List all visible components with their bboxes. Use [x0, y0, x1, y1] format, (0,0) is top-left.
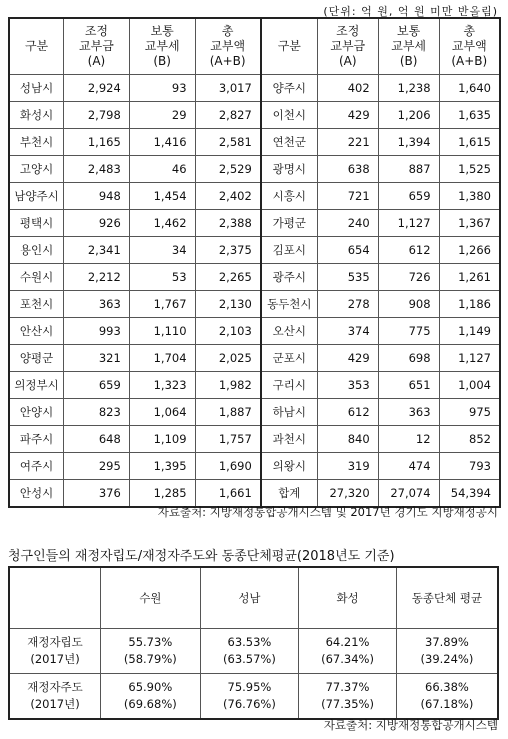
value-cell: 823: [64, 399, 130, 426]
region-name-cell: 파주시: [9, 426, 64, 453]
table-row: [9, 480, 500, 508]
table-row: [9, 345, 500, 372]
value-cell: 1,380: [439, 183, 500, 210]
value-cell: 321: [64, 345, 130, 372]
ratio-cell: 75.95% (76.76%): [200, 674, 299, 720]
value-cell: 429: [317, 345, 378, 372]
region-name-cell: 포천시: [9, 291, 64, 318]
value-cell: 775: [378, 318, 439, 345]
value-cell: 2,130: [195, 291, 261, 318]
value-cell: 1,109: [129, 426, 195, 453]
value-cell: 363: [378, 399, 439, 426]
value-cell: 1,635: [439, 102, 500, 129]
value-cell: 1,367: [439, 210, 500, 237]
region-name-cell: 의왕시: [261, 453, 318, 480]
col-header-seongnam: 성남: [200, 567, 299, 629]
value-cell: 793: [439, 453, 500, 480]
unit-note: (단위: 억 원, 억 원 미만 반올림): [323, 5, 498, 18]
value-cell: 2,025: [195, 345, 261, 372]
value-cell: 926: [64, 210, 130, 237]
value-cell: 2,402: [195, 183, 261, 210]
value-cell: 2,375: [195, 237, 261, 264]
region-name-cell: 여주시: [9, 453, 64, 480]
value-cell: 54,394: [439, 480, 500, 508]
value-cell: 1,395: [129, 453, 195, 480]
header-row: [9, 18, 500, 75]
value-cell: 1,127: [378, 210, 439, 237]
region-name-cell: 성남시: [9, 75, 64, 102]
value-cell: 353: [317, 372, 378, 399]
value-cell: 1,462: [129, 210, 195, 237]
region-name-cell: 동두천시: [261, 291, 318, 318]
col-header-total: 총 교부액 (A+B): [195, 18, 261, 75]
row-label: 재정자립도 (2017년): [9, 629, 101, 674]
value-cell: 295: [64, 453, 130, 480]
value-cell: 993: [64, 318, 130, 345]
value-cell: 535: [317, 264, 378, 291]
value-cell: 376: [64, 480, 130, 508]
ratio-cell: 65.90% (69.68%): [101, 674, 201, 720]
value-cell: 1,004: [439, 372, 500, 399]
value-cell: 1,238: [378, 75, 439, 102]
value-cell: 429: [317, 102, 378, 129]
value-cell: 1,266: [439, 237, 500, 264]
region-name-cell: 오산시: [261, 318, 318, 345]
value-cell: 2,827: [195, 102, 261, 129]
region-name-cell: 고양시: [9, 156, 64, 183]
ratio-cell: 64.21% (67.34%): [299, 629, 397, 674]
region-name-cell: 양평군: [9, 345, 64, 372]
value-cell: 363: [64, 291, 130, 318]
region-name-cell: 부천시: [9, 129, 64, 156]
region-name-cell: 군포시: [261, 345, 318, 372]
region-name-cell: 구리시: [261, 372, 318, 399]
ratio-cell: 77.37% (77.35%): [299, 674, 397, 720]
row-label: 재정자주도 (2017년): [9, 674, 101, 720]
region-name-cell: 연천군: [261, 129, 318, 156]
table-row: [9, 129, 500, 156]
region-name-cell: 양주시: [261, 75, 318, 102]
value-cell: 1,323: [129, 372, 195, 399]
value-cell: 1,640: [439, 75, 500, 102]
value-cell: 1,767: [129, 291, 195, 318]
table-row: [9, 156, 500, 183]
table-row: [9, 291, 500, 318]
table-row: [9, 318, 500, 345]
value-cell: 474: [378, 453, 439, 480]
value-cell: 46: [129, 156, 195, 183]
value-cell: 726: [378, 264, 439, 291]
region-name-cell: 화성시: [9, 102, 64, 129]
value-cell: 1,704: [129, 345, 195, 372]
value-cell: 2,529: [195, 156, 261, 183]
region-name-cell: 이천시: [261, 102, 318, 129]
value-cell: 3,017: [195, 75, 261, 102]
table-row: [9, 237, 500, 264]
value-cell: 975: [439, 399, 500, 426]
value-cell: 638: [317, 156, 378, 183]
table-row: [9, 183, 500, 210]
col-header-suwon: 수원: [101, 567, 201, 629]
value-cell: 1,615: [439, 129, 500, 156]
value-cell: 1,206: [378, 102, 439, 129]
value-cell: 34: [129, 237, 195, 264]
region-name-cell: 하남시: [261, 399, 318, 426]
value-cell: 654: [317, 237, 378, 264]
value-cell: 1,661: [195, 480, 261, 508]
value-cell: 1,261: [439, 264, 500, 291]
region-name-cell: 김포시: [261, 237, 318, 264]
region-name-cell: 안산시: [9, 318, 64, 345]
value-cell: 2,388: [195, 210, 261, 237]
value-cell: 2,341: [64, 237, 130, 264]
value-cell: 93: [129, 75, 195, 102]
value-cell: 2,103: [195, 318, 261, 345]
ratio-cell: 63.53% (63.57%): [200, 629, 299, 674]
value-cell: 1,064: [129, 399, 195, 426]
col-header-b-2: 보통 교부세 (B): [378, 18, 439, 75]
value-cell: 1,186: [439, 291, 500, 318]
region-name-cell: 안성시: [9, 480, 64, 508]
value-cell: 1,525: [439, 156, 500, 183]
region-name-cell: 시흥시: [261, 183, 318, 210]
value-cell: 27,074: [378, 480, 439, 508]
region-name-cell: 광명시: [261, 156, 318, 183]
header-row: [9, 567, 498, 629]
value-cell: 1,454: [129, 183, 195, 210]
value-cell: 240: [317, 210, 378, 237]
col-header-name: 구분: [9, 18, 64, 75]
table-row: [9, 426, 500, 453]
region-name-cell: 용인시: [9, 237, 64, 264]
region-name-cell: 평택시: [9, 210, 64, 237]
table-row: [9, 75, 500, 102]
region-name-cell: 수원시: [9, 264, 64, 291]
value-cell: 27,320: [317, 480, 378, 508]
table-row: [9, 399, 500, 426]
value-cell: 887: [378, 156, 439, 183]
region-name-cell: 남양주시: [9, 183, 64, 210]
table-row: [9, 102, 500, 129]
value-cell: 1,982: [195, 372, 261, 399]
value-cell: 221: [317, 129, 378, 156]
value-cell: 278: [317, 291, 378, 318]
source-note-1: 자료출처: 지방재정통합공개시스템 및 2017년 경기도 지방재정공시: [157, 505, 498, 519]
value-cell: 2,924: [64, 75, 130, 102]
ratio-cell: 66.38% (67.18%): [396, 674, 498, 720]
value-cell: 2,581: [195, 129, 261, 156]
value-cell: 948: [64, 183, 130, 210]
value-cell: 651: [378, 372, 439, 399]
value-cell: 721: [317, 183, 378, 210]
value-cell: 1,165: [64, 129, 130, 156]
value-cell: 1,110: [129, 318, 195, 345]
ratio-cell: 55.73% (58.79%): [101, 629, 201, 674]
section-title: 청구인들의 재정자립도/재정자주도와 동종단체평균(2018년도 기준): [8, 549, 395, 564]
value-cell: 648: [64, 426, 130, 453]
value-cell: 1,690: [195, 453, 261, 480]
region-name-cell: 가평군: [261, 210, 318, 237]
value-cell: 1,757: [195, 426, 261, 453]
col-header-b: 보통 교부세 (B): [129, 18, 195, 75]
col-header-hwaseong: 화성: [299, 567, 397, 629]
col-header-a-2: 조정 교부금 (A): [317, 18, 378, 75]
value-cell: 2,212: [64, 264, 130, 291]
col-header-average: 동종단체 평균: [396, 567, 498, 629]
value-cell: 402: [317, 75, 378, 102]
value-cell: 2,265: [195, 264, 261, 291]
value-cell: 12: [378, 426, 439, 453]
region-name-cell: 의정부시: [9, 372, 64, 399]
table-row: [9, 264, 500, 291]
fiscal-ratio-table: [8, 566, 499, 720]
value-cell: 612: [317, 399, 378, 426]
table-row: [9, 629, 498, 674]
region-name-cell: 광주시: [261, 264, 318, 291]
col-header-name-2: 구분: [261, 18, 318, 75]
corner-cell: [9, 567, 101, 629]
value-cell: 2,798: [64, 102, 130, 129]
col-header-a: 조정 교부금 (A): [64, 18, 130, 75]
value-cell: 852: [439, 426, 500, 453]
source-note-2: 자료출처: 지방재정통합공개시스템: [323, 718, 498, 732]
table-row: [9, 372, 500, 399]
region-name-cell: 안양시: [9, 399, 64, 426]
ratio-cell: 37.89% (39.24%): [396, 629, 498, 674]
value-cell: 1,416: [129, 129, 195, 156]
table-row: [9, 674, 498, 720]
value-cell: 1,127: [439, 345, 500, 372]
region-name-cell: 합계: [261, 480, 318, 508]
value-cell: 1,149: [439, 318, 500, 345]
value-cell: 612: [378, 237, 439, 264]
table-row: [9, 210, 500, 237]
value-cell: 698: [378, 345, 439, 372]
value-cell: 840: [317, 426, 378, 453]
value-cell: 1,394: [378, 129, 439, 156]
value-cell: 53: [129, 264, 195, 291]
value-cell: 659: [378, 183, 439, 210]
col-header-total-2: 총 교부액 (A+B): [439, 18, 500, 75]
value-cell: 908: [378, 291, 439, 318]
region-name-cell: 과천시: [261, 426, 318, 453]
grant-table: [8, 17, 501, 508]
table-row: [9, 453, 500, 480]
value-cell: 659: [64, 372, 130, 399]
value-cell: 319: [317, 453, 378, 480]
value-cell: 1,887: [195, 399, 261, 426]
value-cell: 1,285: [129, 480, 195, 508]
value-cell: 29: [129, 102, 195, 129]
value-cell: 374: [317, 318, 378, 345]
value-cell: 2,483: [64, 156, 130, 183]
